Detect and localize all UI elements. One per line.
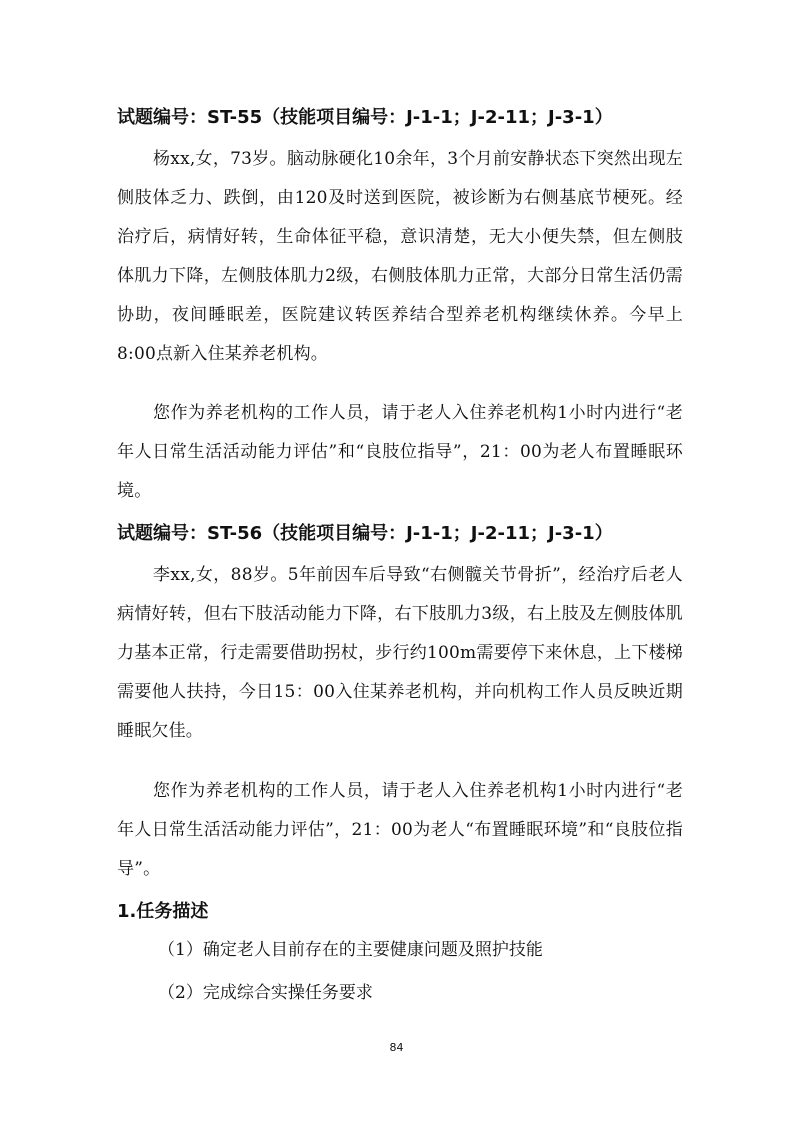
question-st56-heading: 试题编号：ST-56（技能项目编号：J-1-1；J-2-11；J-3-1） [117, 523, 613, 544]
question-st55-heading: 试题编号：ST-55（技能项目编号：J-1-1；J-2-11；J-3-1） [117, 107, 613, 128]
question-st56-case-paragraph: 李xx,女，88岁。5年前因车后导致“右侧髋关节骨折”，经治疗后老人病情好转，但右下肢活动能力下降，右下肢肌力3级，右上肢及左侧肢体肌力基本正常，行走需要借助拐杖，步行约100m需要停下来休息，上下楼梯需要他人扶持，今日15：00入住某养老机构，并向机构工作人员反映近期睡眠欠佳。 [117, 565, 683, 741]
question-st55-task-paragraph: 您作为养老机构的工作人员，请于老人入住养老机构1小时内进行“老年人日常生活活动能力评估”和“良肢位指导”，21：00为老人布置睡眠环境。 [117, 403, 683, 501]
question-st56-task-paragraph: 您作为养老机构的工作人员，请于老人入住养老机构1小时内进行“老年人日常生活活动能力评估”，21：00为老人“布置睡眠环境”和“良肢位指导”。 [117, 781, 683, 879]
task-description-heading: 1.任务描述 [117, 901, 209, 922]
task-item-2: （2）完成综合实操任务要求 [158, 983, 373, 1003]
task-item-1: （1）确定老人目前存在的主要健康问题及照护技能 [158, 940, 543, 960]
page-number: 84 [389, 1041, 404, 1054]
question-st55-case-paragraph: 杨xx,女，73岁。脑动脉硬化10余年，3个月前安静状态下突然出现左侧肢体乏力、跌倒，由120及时送到医院，被诊断为右侧基底节梗死。经治疗后，病情好转，生命体征平稳，意识清楚，无大小便失禁，但左侧肢体肌力下降，左侧肢体肌力2级，右侧肢体肌力正常，大部分日常生活仍需协助，夜间睡眠差，医院建议转医养结合型养老机构继续休养。今早上8:00点新入住某养老机构。 [117, 149, 683, 364]
